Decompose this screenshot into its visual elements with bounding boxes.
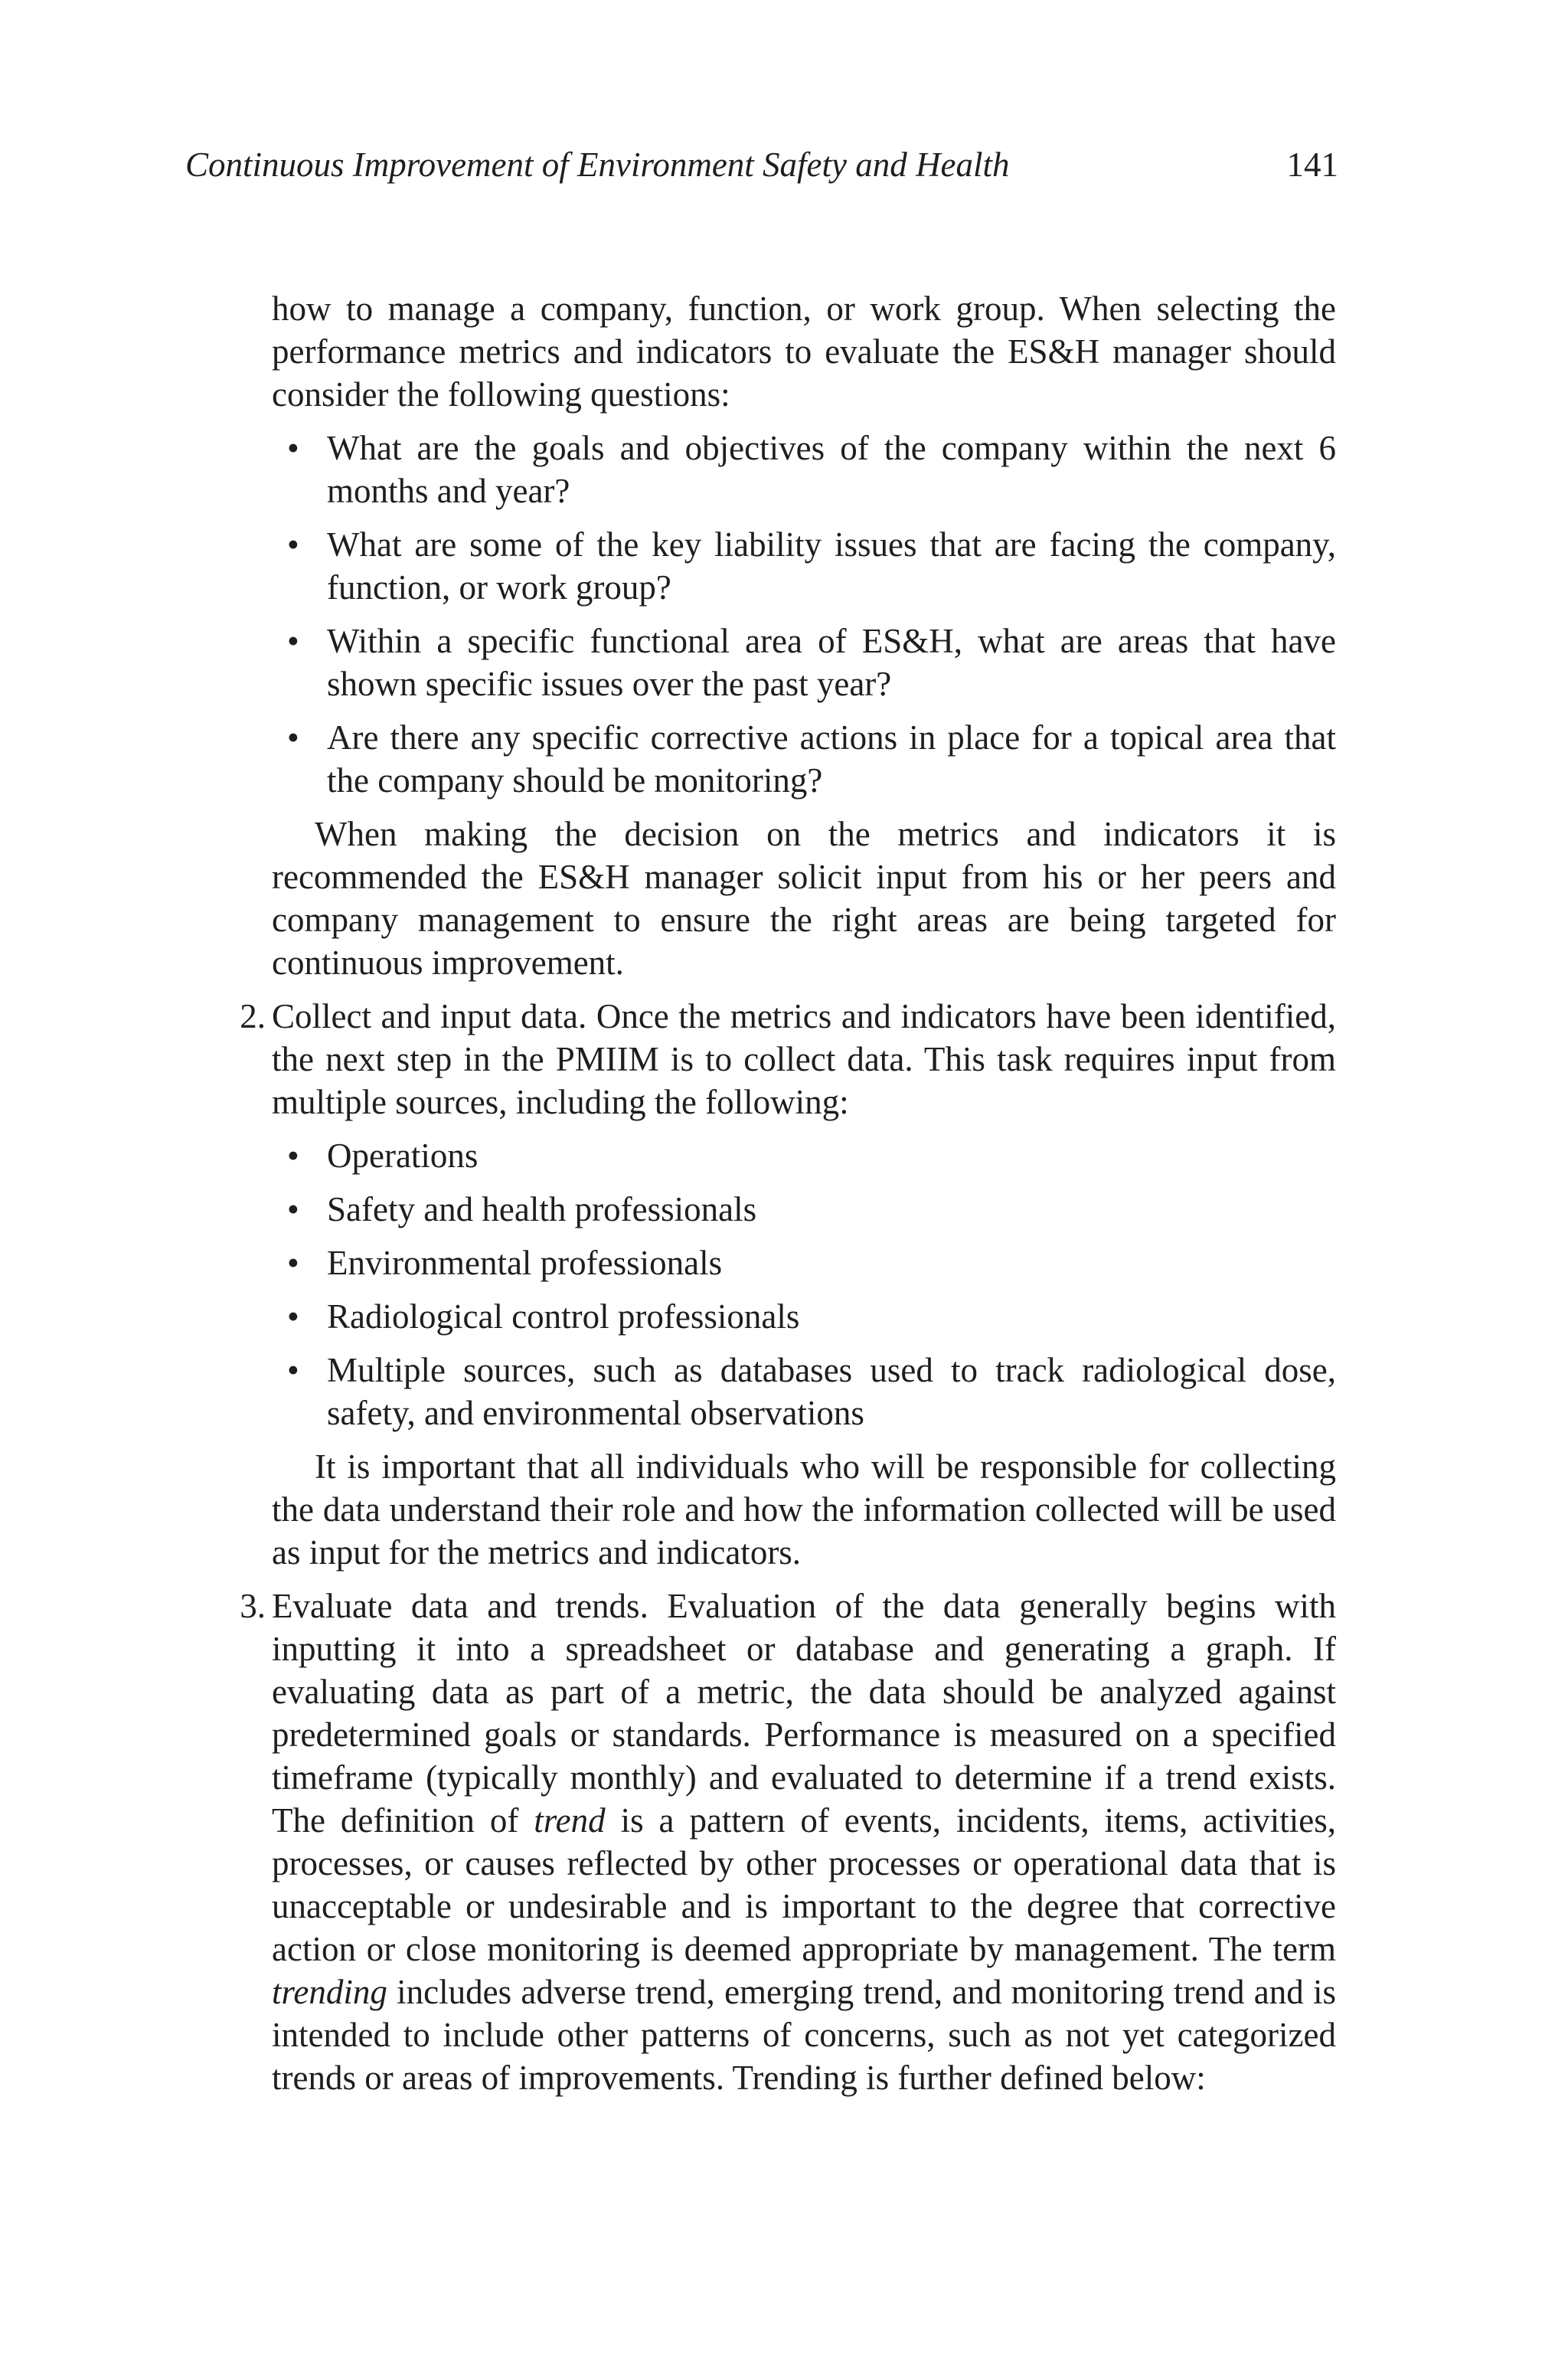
question-list bbox=[272, 427, 1336, 802]
numbered-item-3 bbox=[240, 1585, 1337, 2099]
list-item bbox=[272, 716, 1336, 802]
page-number: 141 bbox=[1286, 146, 1338, 184]
term-trend: trend bbox=[534, 1801, 606, 1840]
numbered-item-2 bbox=[240, 995, 1336, 1574]
bullet-icon: • bbox=[287, 1297, 299, 1336]
source-text: Safety and health professionals bbox=[327, 1190, 757, 1228]
item-text bbox=[272, 1585, 1336, 2099]
list-item bbox=[272, 1241, 1336, 1284]
text-segment: is a pattern of events, incidents, items, activities, processes, or causes reflected by other processes or operational data that is unacceptable or undesirable and is important to the degree that corrective action or close monitoring is deemed appropriate by management. The term bbox=[272, 1801, 1336, 1968]
bullet-icon: • bbox=[287, 718, 299, 757]
source-list bbox=[272, 1134, 1336, 1434]
bullet-icon: • bbox=[287, 525, 299, 564]
body-text bbox=[240, 287, 1337, 2099]
question-text: Within a specific functional area of ES&H, what are areas that have shown specific issues over the past year? bbox=[327, 622, 1336, 703]
bullet-icon: • bbox=[287, 622, 299, 660]
text-segment: includes adverse trend, emerging trend, and monitoring trend and is intended to include other patterns of concerns, such as not yet categorized trends or areas of improvements. Trending is further defined below: bbox=[272, 1973, 1337, 2097]
list-item bbox=[272, 1295, 1336, 1338]
item-text: Collect and input data. Once the metrics and indicators have been identified, the next step in the PMIIM is to collect data. This task requires input from multiple sources, including the following: bbox=[272, 997, 1336, 1121]
term-trending: trending bbox=[272, 1973, 387, 2011]
list-item bbox=[272, 523, 1336, 609]
bullet-icon: • bbox=[287, 1244, 299, 1282]
question-text: What are some of the key liability issues that are facing the company, function, or work group? bbox=[327, 525, 1336, 607]
list-item bbox=[272, 1188, 1336, 1231]
closing-paragraph: It is important that all individuals who will be responsible for collecting the data understand their role and how the information collected will be used as input for the metrics and indicators. bbox=[272, 1447, 1336, 1572]
list-item bbox=[272, 1134, 1336, 1177]
source-text: Radiological control professionals bbox=[327, 1297, 800, 1336]
source-text: Multiple sources, such as databases used to track radiological dose, safety, and environmental observations bbox=[327, 1351, 1336, 1432]
bullet-icon: • bbox=[287, 1351, 299, 1389]
bullet-icon: • bbox=[287, 1190, 299, 1228]
question-text: What are the goals and objectives of the company within the next 6 months and year? bbox=[327, 429, 1336, 510]
question-text: Are there any specific corrective actions in place for a topical area that the company should be monitoring? bbox=[327, 718, 1336, 800]
item-number: 3. bbox=[240, 1587, 266, 1625]
source-text: Operations bbox=[327, 1137, 479, 1175]
bullet-icon: • bbox=[287, 1137, 299, 1175]
decision-paragraph: When making the decision on the metrics and indicators it is recommended the ES&H manager solicit input from his or her peers and company management to ensure the right areas are being targeted for continuous improvement. bbox=[272, 815, 1336, 982]
bullet-icon: • bbox=[287, 429, 299, 467]
list-item bbox=[272, 1349, 1336, 1434]
text-segment: Evaluate data and trends. Evaluation of the data generally begins with inputting it into a spreadsheet or database and generating a graph. If evaluating data as part of a metric, the data should be analyzed against predetermined goals or standards. Performance is measured on a specified timeframe (typically monthly) and evaluated to determine if a trend exists. The definition of bbox=[272, 1587, 1336, 1840]
intro-paragraph: how to manage a company, function, or work group. When selecting the performance metrics and indicators to evaluate the ES&H manager should consider the following questions: bbox=[272, 289, 1336, 414]
item-number: 2. bbox=[240, 997, 266, 1035]
source-text: Environmental professionals bbox=[327, 1244, 723, 1282]
list-item bbox=[272, 620, 1336, 705]
running-head: Continuous Improvement of Environment Safety and Health bbox=[185, 146, 1010, 184]
list-item bbox=[272, 427, 1336, 512]
